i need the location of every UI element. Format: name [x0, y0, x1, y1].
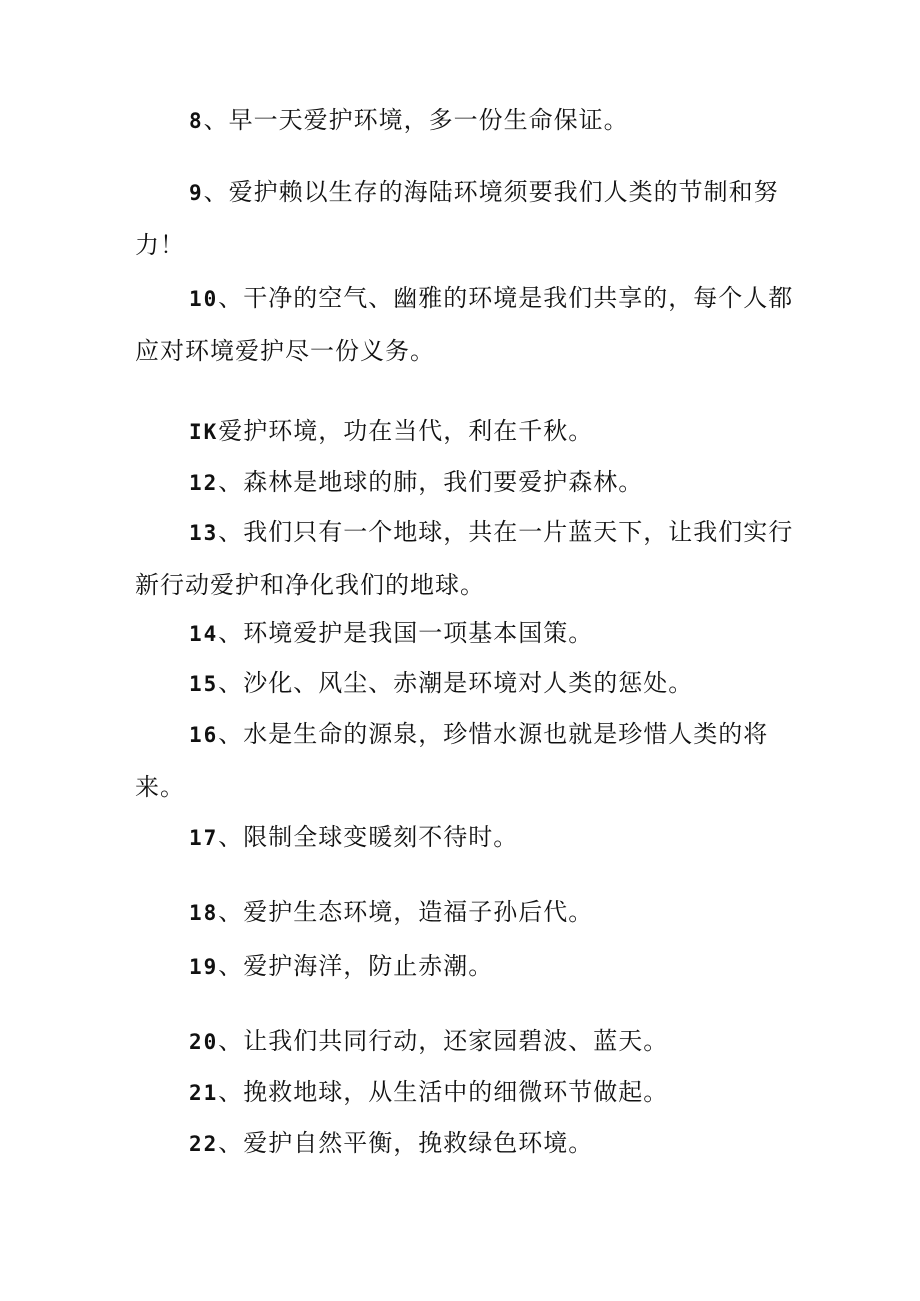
- item-separator: 、: [218, 720, 244, 748]
- list-item: [135, 886, 795, 939]
- item-number: 16: [189, 723, 219, 747]
- item-separator: 、: [218, 1129, 244, 1157]
- item-text: 让我们共同行动，还家园碧波、蓝天。: [243, 1027, 669, 1055]
- list-item: [135, 1117, 795, 1170]
- list-item: [135, 1015, 795, 1068]
- item-text: 限制全球变暖刻不待时。: [243, 823, 519, 851]
- list-item: [135, 1066, 795, 1119]
- item-text: 早一天爱护环境，多一份生命保证。: [228, 106, 629, 134]
- item-text: 水是生命的源泉，珍惜水源也就是珍惜人类的将来。: [135, 720, 769, 801]
- item-number: 18: [189, 901, 219, 925]
- item-number: 8: [189, 109, 204, 133]
- item-separator: 、: [218, 669, 244, 697]
- item-text: 环境爱护是我国一项基本国策。: [243, 619, 594, 647]
- item-text: 森林是地球的肺，我们要爱护森林。: [243, 468, 644, 496]
- item-separator: 、: [218, 619, 244, 647]
- item-text: 爱护环境，功在当代，利在千秋。: [218, 417, 594, 445]
- list-item: [135, 708, 795, 813]
- item-separator: 、: [218, 1078, 244, 1106]
- item-number: 9: [189, 181, 204, 205]
- item-separator: 、: [203, 178, 229, 206]
- item-separator: 、: [218, 518, 244, 546]
- item-text: 爱护赖以生存的海陆环境须要我们人类的节制和努力！: [135, 178, 779, 259]
- item-separator: 、: [218, 898, 244, 926]
- item-number: 20: [189, 1030, 219, 1054]
- item-text: 爱护生态环境，造福子孙后代。: [243, 898, 594, 926]
- item-number: 17: [189, 826, 219, 850]
- list-item: [135, 811, 795, 864]
- item-text: 我们只有一个地球，共在一片蓝天下，让我们实行新行动爱护和净化我们的地球。: [135, 518, 794, 599]
- list-item: [135, 940, 795, 993]
- list-item: [135, 94, 795, 147]
- item-number: 13: [189, 521, 219, 545]
- item-number: 12: [189, 471, 219, 495]
- item-separator: 、: [218, 952, 244, 980]
- list-item: [135, 657, 795, 710]
- item-separator: 、: [218, 823, 244, 851]
- item-number: 14: [189, 622, 219, 646]
- item-separator: 、: [218, 284, 244, 312]
- item-text: 爱护海洋，防止赤潮。: [243, 952, 494, 980]
- item-number: 22: [189, 1132, 219, 1156]
- item-number: 15: [189, 672, 219, 696]
- list-item: [135, 272, 795, 377]
- list-item: [135, 506, 795, 611]
- item-number: IK: [189, 420, 219, 444]
- item-text: 挽救地球，从生活中的细微环节做起。: [243, 1078, 669, 1106]
- item-separator: 、: [218, 1027, 244, 1055]
- item-text: 干净的空气、幽雅的环境是我们共享的，每个人都应对环境爱护尽一份义务。: [135, 284, 794, 365]
- item-number: 10: [189, 287, 219, 311]
- item-separator: 、: [203, 106, 229, 134]
- item-text: 爱护自然平衡，挽救绿色环境。: [243, 1129, 594, 1157]
- list-item: [135, 166, 795, 271]
- item-number: 21: [189, 1081, 219, 1105]
- item-number: 19: [189, 955, 219, 979]
- list-item: [135, 456, 795, 509]
- item-text: 沙化、风尘、赤潮是环境对人类的惩处。: [243, 669, 694, 697]
- list-item: [135, 607, 795, 660]
- list-item: [135, 405, 795, 458]
- item-separator: 、: [218, 468, 244, 496]
